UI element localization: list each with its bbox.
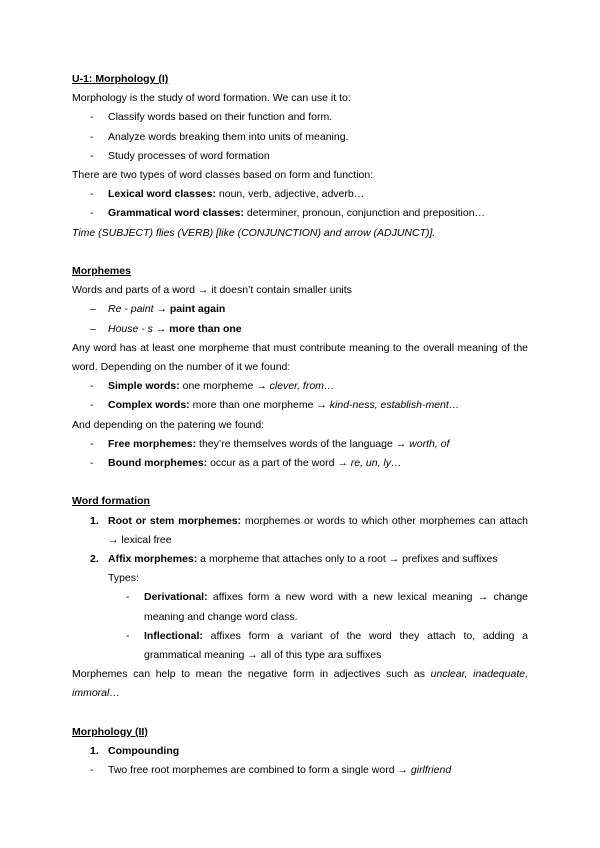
- list-item: - Lexical word classes: noun, verb, adjective, adverb…: [72, 185, 528, 204]
- list-item: - Grammatical word classes: determiner, pronoun, conjunction and preposition…: [72, 204, 528, 223]
- dash-bullet: -: [90, 764, 94, 777]
- dash-bullet: -: [90, 380, 94, 393]
- numbered-item: 2. Affix morphemes: a morpheme that attaches only to a root → prefixes and suffixes: [72, 550, 528, 569]
- dash-bullet: -: [90, 399, 94, 412]
- types-label: Types:: [108, 572, 139, 585]
- dash-bullet: -: [126, 591, 130, 604]
- patering-intro: And depending on the patering we found:: [72, 418, 265, 431]
- morphemes-intro: Words and parts of a word → it doesn’t contain smaller units: [72, 284, 352, 297]
- list-item: - Analyze words breaking them into units of meaning.: [72, 128, 528, 147]
- dash-bullet: -: [90, 188, 94, 201]
- list-item: - Study processes of word formation: [72, 147, 528, 166]
- morphemes-paragraph: Any word has at least one morpheme that must contribute meaning to the overall meaning of the word. Depending on the number of it we found:: [72, 341, 528, 374]
- list-item: - Complex words: more than one morpheme → kind-ness, establish-ment…: [72, 396, 528, 415]
- dash-bullet: -: [90, 437, 94, 450]
- dash-bullet: -: [90, 457, 94, 470]
- section-heading-morphology-ii: Morphology (II): [72, 725, 148, 738]
- example-sentence: Time (SUBJECT) flies (VERB) [like (CONJUNCTION) and arrow (ADJUNCT)].: [72, 226, 436, 239]
- dash-bullet: -: [90, 149, 94, 162]
- list-item: - Bound morphemes: occur as a part of the word → re, un, ly…: [72, 454, 528, 473]
- section-heading-word-formation: Word formation: [72, 495, 150, 508]
- list-item: – House - s → more than one: [72, 320, 528, 339]
- item-number: 2.: [90, 553, 99, 566]
- negative-form-paragraph: Morphemes can help to mean the negative form in adjectives such as unclear, inadequate, immoral…: [72, 668, 528, 700]
- list-item: - Classify words based on their function and form.: [72, 108, 528, 127]
- list-item: - Inflectional: affixes form a variant of the word they attach to, adding a grammatical meaning → all of this type ara suffixes: [72, 627, 528, 665]
- list-item: - Derivational: affixes form a new word with a new lexical meaning → change meaning and change word class.: [72, 588, 528, 626]
- dash-bullet: -: [90, 207, 94, 220]
- dash-bullet: -: [90, 130, 94, 143]
- endash-bullet: –: [90, 322, 96, 335]
- intro-paragraph: Morphology is the study of word formation. We can use it to:: [72, 92, 351, 105]
- classes-intro: There are two types of word classes based on form and function:: [72, 169, 374, 182]
- list-item: - Simple words: one morpheme → clever, from…: [72, 377, 528, 396]
- section-heading-morphology-i: U-1: Morphology (I): [72, 73, 169, 85]
- section-heading-morphemes: Morphemes: [72, 265, 131, 278]
- numbered-item: 1. Compounding: [72, 742, 528, 761]
- endash-bullet: –: [90, 303, 96, 316]
- numbered-item: 1. Root or stem morphemes: morphemes or words to which other morphemes can attach → lexical free: [72, 512, 528, 550]
- item-number: 1.: [90, 514, 99, 527]
- list-item: – Re - paint → paint again: [72, 300, 528, 319]
- list-item: - Two free root morphemes are combined to form a single word → girlfriend: [72, 761, 528, 780]
- list-item: - Free morphemes: they’re themselves words of the language → worth, of: [72, 435, 528, 454]
- dash-bullet: -: [90, 111, 94, 124]
- item-number: 1.: [90, 745, 99, 758]
- dash-bullet: -: [126, 629, 130, 642]
- document-page: [72, 70, 528, 780]
